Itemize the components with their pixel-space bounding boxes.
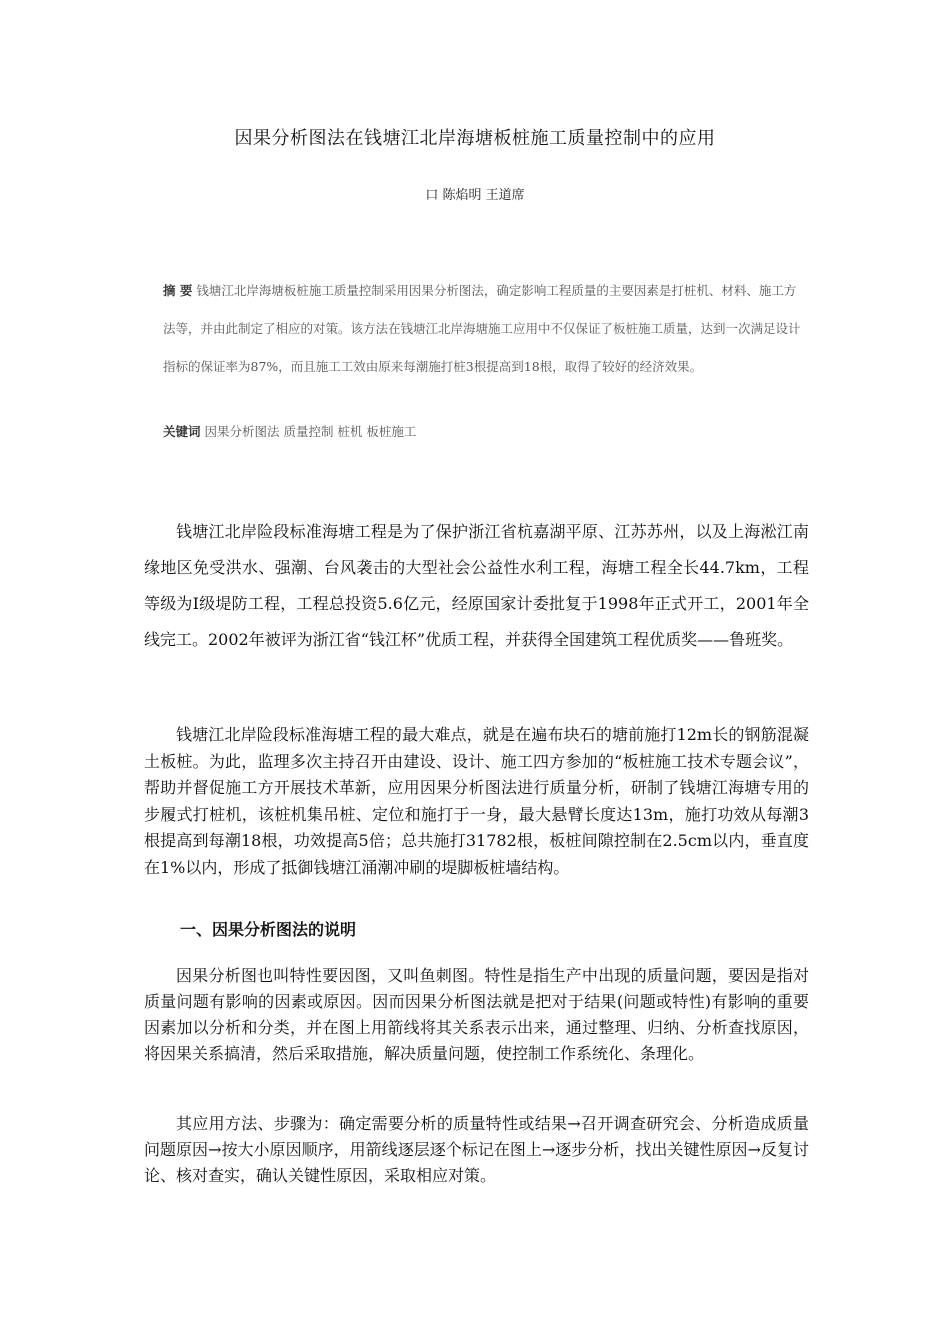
- paper-authors: 口 陈焰明 王道席: [425, 188, 525, 203]
- body-paragraph: 其应用方法、步骤为：确定需要分析的质量特性或结果→召开调查研究会、分析造成质量问题原因→按大小原因顺序，用箭线逐层逐个标记在图上→逐步分析，找出关键性原因→反复讨论、核对查实，确认关键性原因，采取相应对策。: [144, 1114, 809, 1185]
- keywords-text: 因果分析图法 质量控制 桩机 板桩施工: [204, 424, 417, 439]
- section-heading: 一、因果分析图法的说明: [180, 920, 357, 939]
- body-paragraph: 钱塘江北岸险段标准海塘工程是为了保护浙江省杭嘉湖平原、江苏苏州，以及上海淞江南缘地区免受洪水、强潮、台风袭击的大型社会公益性水利工程，海塘工程全长44.7km，工程等级为Ⅰ级堤防工程，工程总投资5.6亿元，经原国家计委批复于1998年正式开工，2001年全线完工。2002年被评为浙江省“钱江杯”优质工程，并获得全国建筑工程优质奖——鲁班奖。: [144, 522, 809, 649]
- abstract-text: 钱塘江北岸海塘板桩施工质量控制采用因果分析图法，确定影响工程质量的主要因素是打桩机、材料、施工方法等，并由此制定了相应的对策。该方法在钱塘江北岸海塘施工应用中不仅保证了板桩施工质量，达到一次满足设计指标的保证率为87%，而且施工工效由原来每潮施打桩3根提高到18根，取得了较好的经济效果。: [163, 283, 801, 374]
- keywords-block: [163, 422, 803, 440]
- paper-title: 因果分析图法在钱塘江北岸海塘板桩施工质量控制中的应用: [234, 128, 716, 149]
- keywords-label: 关键词: [163, 424, 201, 439]
- abstract-block: [163, 272, 803, 386]
- body-paragraph: 因果分析图也叫特性要因图，又叫鱼刺图。特性是指生产中出现的质量问题，要因是指对质量问题有影响的因素或原因。因而因果分析图法就是把对于结果(问题或特性)有影响的重要因素加以分析和分类，并在图上用箭线将其关系表示出来，通过整理、归纳、分析查找原因，将因果关系搞清，然后采取措施，解决质量问题，使控制工作系统化、条理化。: [144, 966, 809, 1063]
- abstract-label: 摘 要: [163, 283, 193, 298]
- body-paragraph: 钱塘江北岸险段标准海塘工程的最大难点，就是在遍布块石的塘前施打12m长的钢筋混凝土板桩。为此，监理多次主持召开由建设、设计、施工四方参加的“板桩施工技术专题会议”，帮助并督促施工方开展技术革新，应用因果分析图法进行质量分析，研制了钱塘江海塘专用的步履式打桩机，该桩机集吊桩、定位和施打于一身，最大悬臂长度达13m，施打功效从每潮3根提高到每潮18根，功效提高5倍；总共施打31782根，板桩间隙控制在2.5cm以内，垂直度在1%以内，形成了抵御钱塘江涌潮冲刷的堤脚板桩墙结构。: [144, 725, 809, 877]
